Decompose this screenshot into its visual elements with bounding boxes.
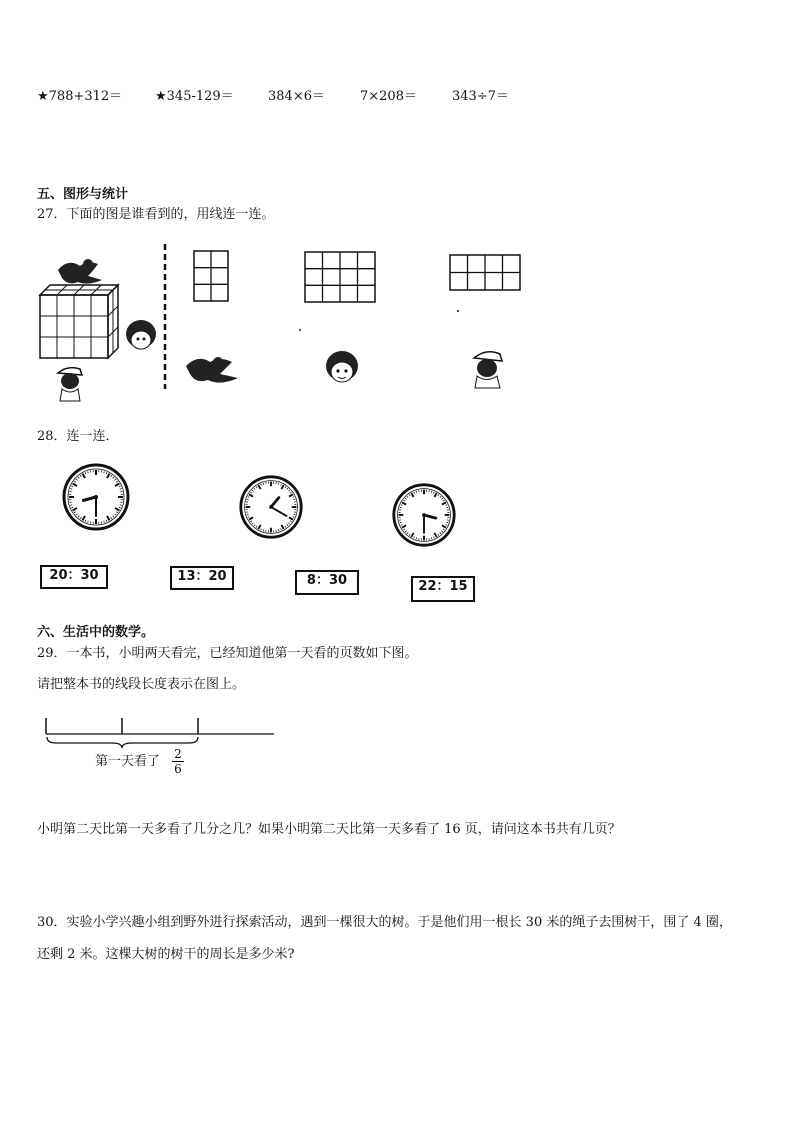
man-with-hat-icon: [58, 368, 82, 401]
time-card-4: 22：15: [411, 576, 475, 602]
view-grid-1: [194, 251, 230, 303]
calc-item-5: 343÷7＝: [452, 89, 509, 104]
clock-3: [391, 482, 457, 548]
dot-mark: [299, 329, 301, 331]
time-card-2: 13：20: [170, 566, 234, 590]
view-grid-3: [450, 255, 522, 292]
boy-face-icon: [126, 320, 156, 349]
dashed-divider: [160, 244, 170, 389]
q30-line2: 还剩 2 米。这棵大树的树干的周长是多少米?: [37, 947, 295, 962]
q29-line3: 小明第二天比第一天多看了几分之几？如果小明第二天比第一天多看了 16 页，请问这本书共有几页？: [37, 822, 621, 837]
cube-stack-figure: [28, 240, 168, 405]
bird-icon: [58, 259, 102, 284]
view-grid-2: [305, 252, 377, 304]
q27-text: 27．下面的图是谁看到的，用线连一连。: [37, 207, 275, 222]
man-viewer: [470, 348, 506, 390]
time-card-3: 8：30: [295, 570, 359, 595]
bird-viewer: [184, 352, 240, 388]
calc-item-4: 7×208＝: [360, 89, 417, 104]
boy-viewer: [324, 350, 360, 388]
calc-item-1: ★788+312＝: [37, 89, 123, 104]
section5-heading: 五、图形与统计: [37, 187, 129, 202]
q30-line1: 30．实验小学兴趣小组到野外进行探索活动，遇到一棵很大的树。于是他们用一根长 30 米的绳子去围树干，围了 4 圈，: [37, 915, 732, 930]
q29-line1: 29．一本书，小明两天看完，已经知道他第一天看的页数如下图。: [37, 646, 418, 661]
clock-2: [238, 474, 304, 540]
section6-heading: 六、生活中的数学。: [37, 625, 155, 640]
segment-diagram: [44, 715, 276, 750]
fraction-numerator: 2: [174, 747, 182, 761]
clock-1: [61, 462, 131, 532]
time-card-1: 20：30: [40, 565, 108, 589]
calc-item-3: 384×6＝: [268, 89, 325, 104]
q28-text: 28．连一连．: [37, 429, 119, 444]
brace-label: 第一天看了: [95, 754, 161, 769]
dot-mark: [457, 310, 459, 312]
calc-item-2: ★345-129＝: [155, 89, 234, 104]
q29-line2: 请把整本书的线段长度表示在图上。: [37, 677, 246, 692]
fraction-denominator: 6: [174, 762, 182, 776]
